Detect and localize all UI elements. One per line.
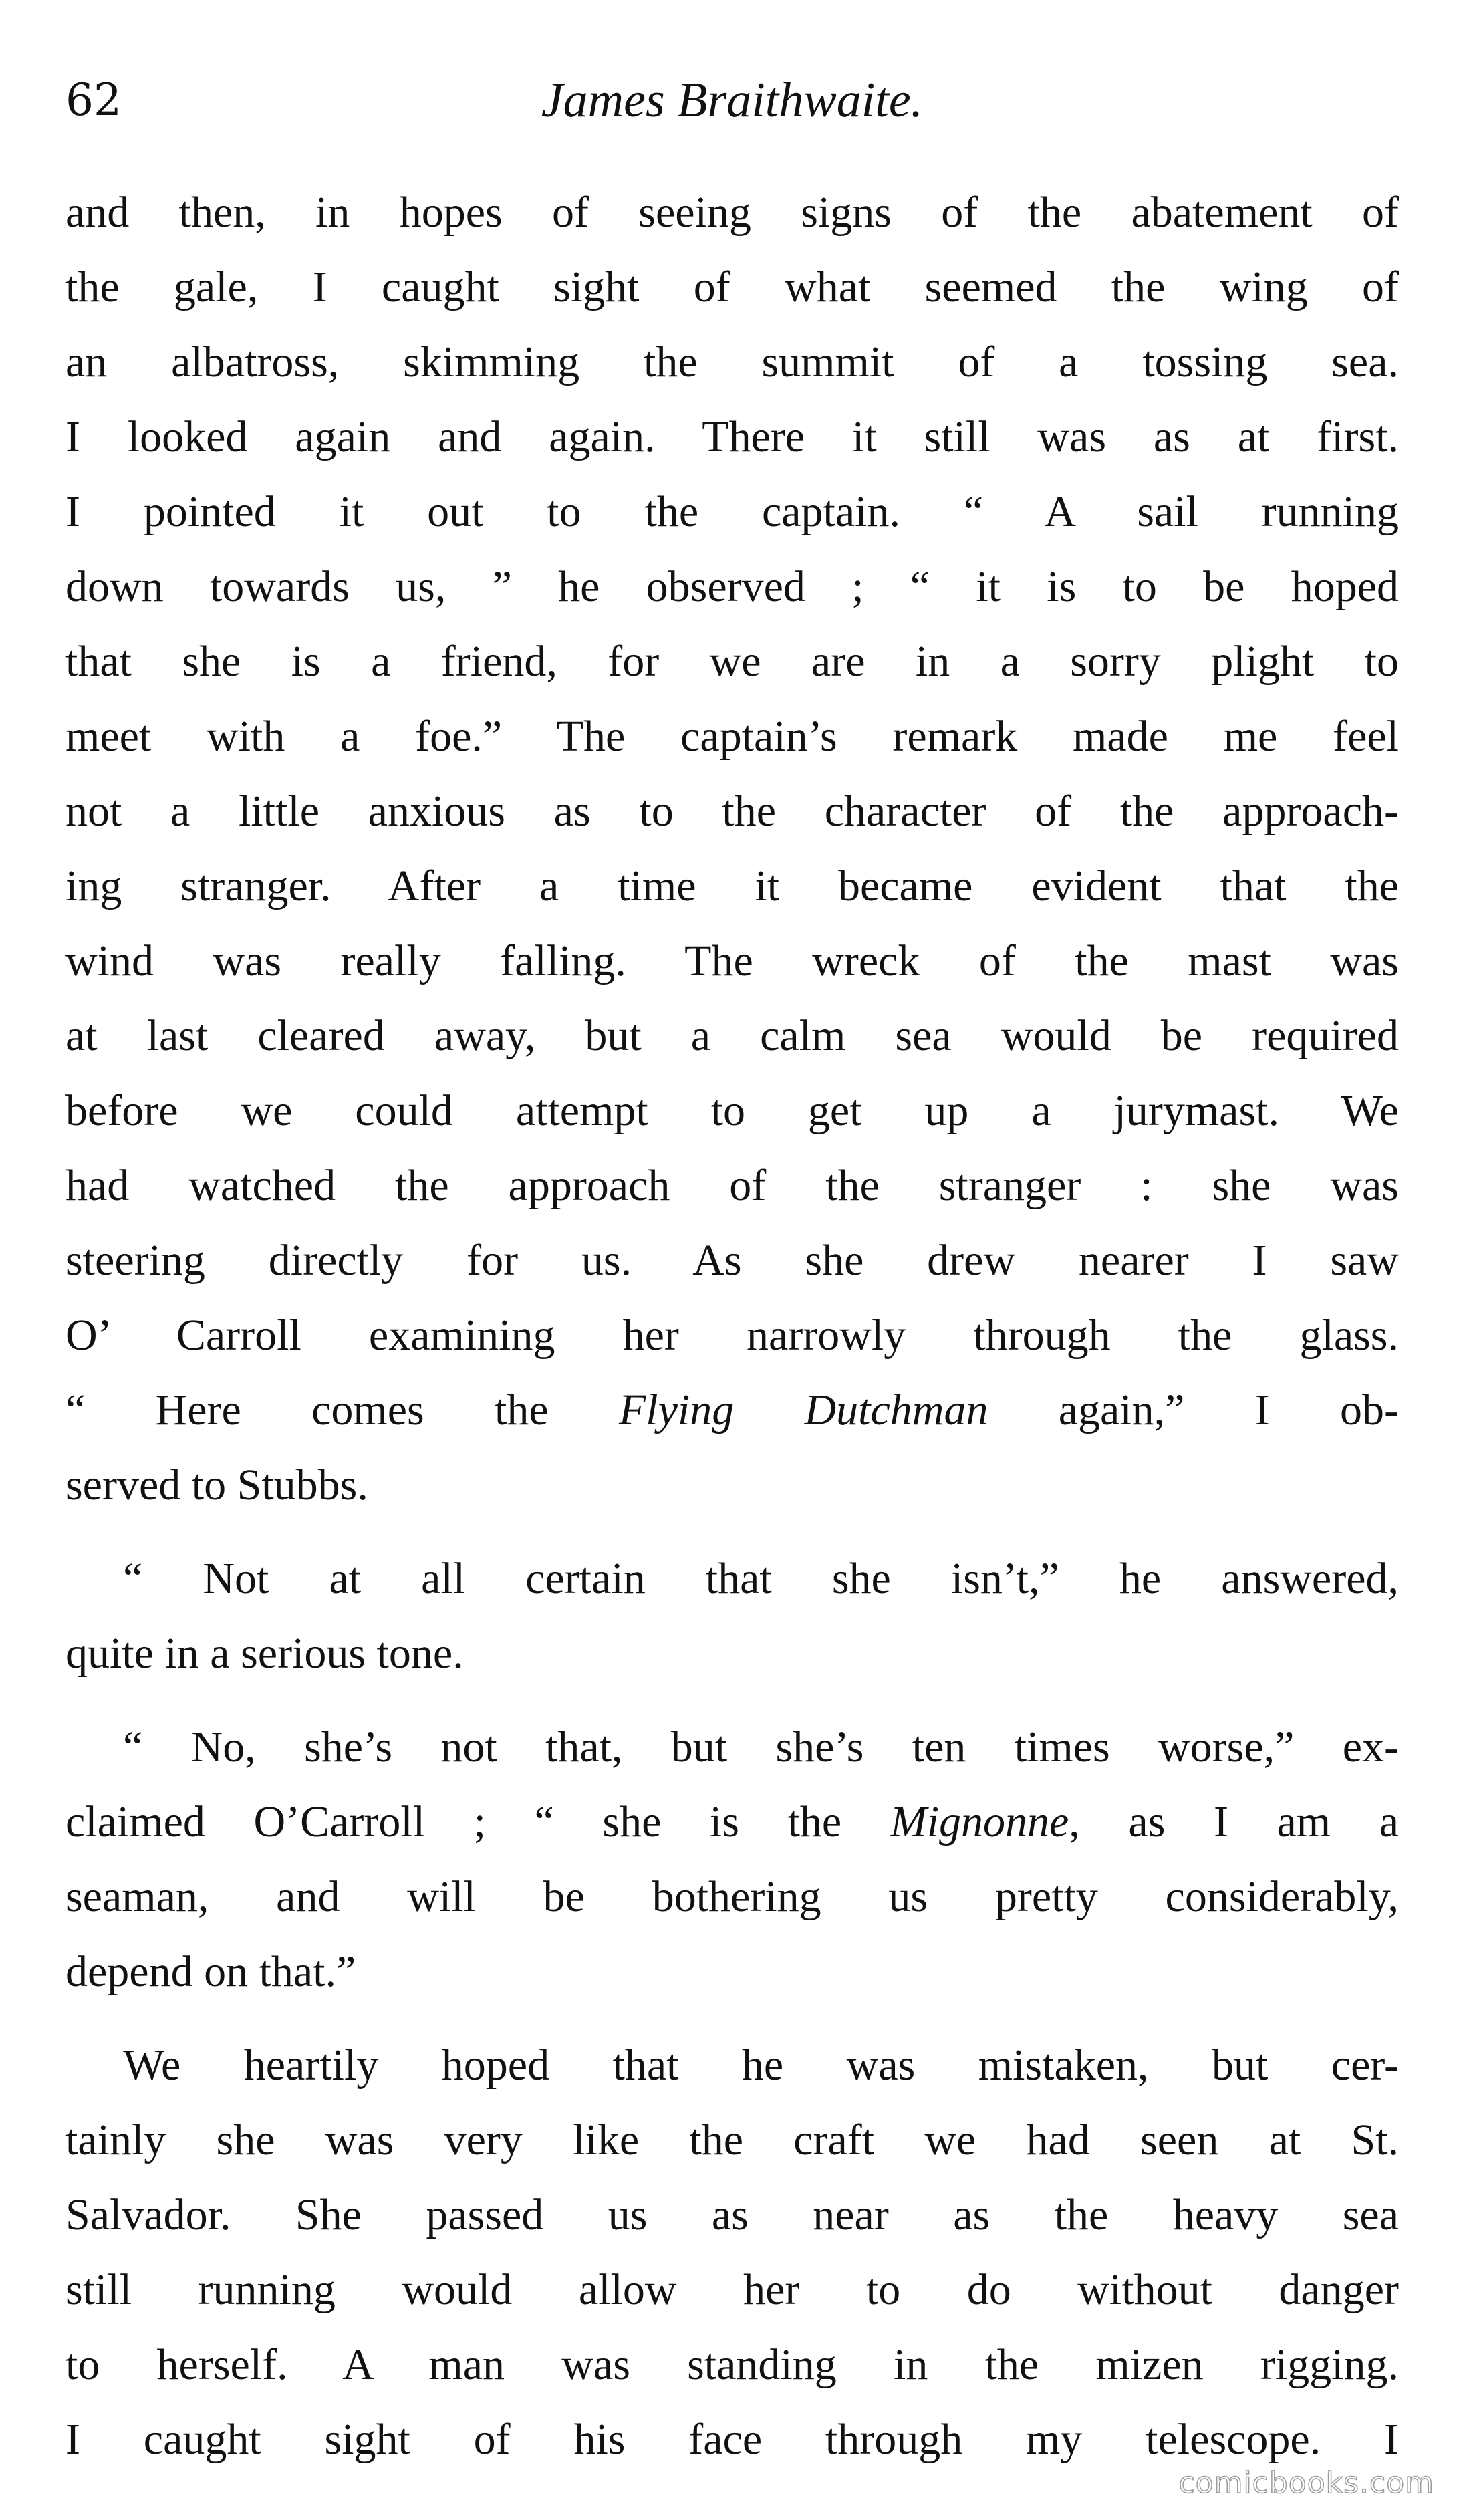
text-line: an albatross, skimming the summit of a tossing sea. [65,338,1399,386]
text-line: I caught sight of his face through my telescope. I [65,2415,1399,2464]
text-line: the gale, I caught sight of what seemed the wing of [65,263,1399,311]
text-line: tainly she was very like the craft we had seen at St. [65,2116,1399,2164]
paragraph [65,1710,1399,2009]
paragraph [65,1541,1399,1691]
running-head: James Braithwaite. [541,73,924,128]
text-line: quite in a serious tone. [65,1629,464,1678]
watermark-logo: comicbooks.com [1178,2466,1434,2500]
text-line: meet with a foe.” The captain’s remark made me feel [65,712,1399,761]
paragraph [65,175,1399,1523]
text-line: We heartily hoped that he was mistaken, but cer- [123,2041,1399,2090]
page-number: 62 [65,74,122,126]
text-line: depend on that.” [65,1947,356,1996]
page-header [65,60,1399,140]
text-line: Salvador. She passed us as near as the heavy sea [65,2190,1399,2239]
text-line: steering directly for us. As she drew nearer I saw [65,1236,1399,1285]
text-line: I looked again and again. There it still was as at first. [65,412,1399,461]
text-line: still running would allow her to do without danger [65,2265,1399,2314]
text-line: before we could attempt to get up a jurymast. We [65,1086,1399,1135]
text-line: I pointed it out to the captain. “ A sail running [65,487,1399,536]
text-line: O’ Carroll examining her narrowly through the glass. [65,1311,1399,1360]
text-line: had watched the approach of the stranger : she was [65,1161,1399,1210]
italic-ship-name: Mignonne [890,1797,1069,1846]
text-line: seaman, and will be bothering us pretty considerably, [65,1872,1399,1921]
text-line: ing stranger. After a time it became evident that the [65,862,1399,910]
text-line: claimed O’Carroll ; “ she is the Mignonne, as I am a [65,1797,1399,1846]
text-line: to herself. A man was standing in the mizen rigging. [65,2340,1399,2389]
text-line: not a little anxious as to the character of the approach- [65,787,1399,836]
text-line: that she is a friend, for we are in a sorry plight to [65,637,1399,686]
text-line: “ Here comes the Flying Dutchman again,” I ob- [65,1386,1399,1434]
text-line: served to Stubbs. [65,1461,368,1509]
text-line: wind was really falling. The wreck of the mast was [65,936,1399,985]
text-line: at last cleared away, but a calm sea would be required [65,1011,1399,1060]
body-text [65,175,1399,2477]
italic-ship-name: Flying Dutchman [618,1386,988,1434]
text-line: “ No, she’s not that, but she’s ten times worse,” ex- [123,1723,1399,1771]
text-line: “ Not at all certain that she isn’t,” he answered, [123,1554,1399,1603]
paragraph [65,2028,1399,2477]
text-line: and then, in hopes of seeing signs of the abatement of [65,188,1399,237]
text-line: down towards us, ” he observed ; “ it is to be hoped [65,562,1399,611]
